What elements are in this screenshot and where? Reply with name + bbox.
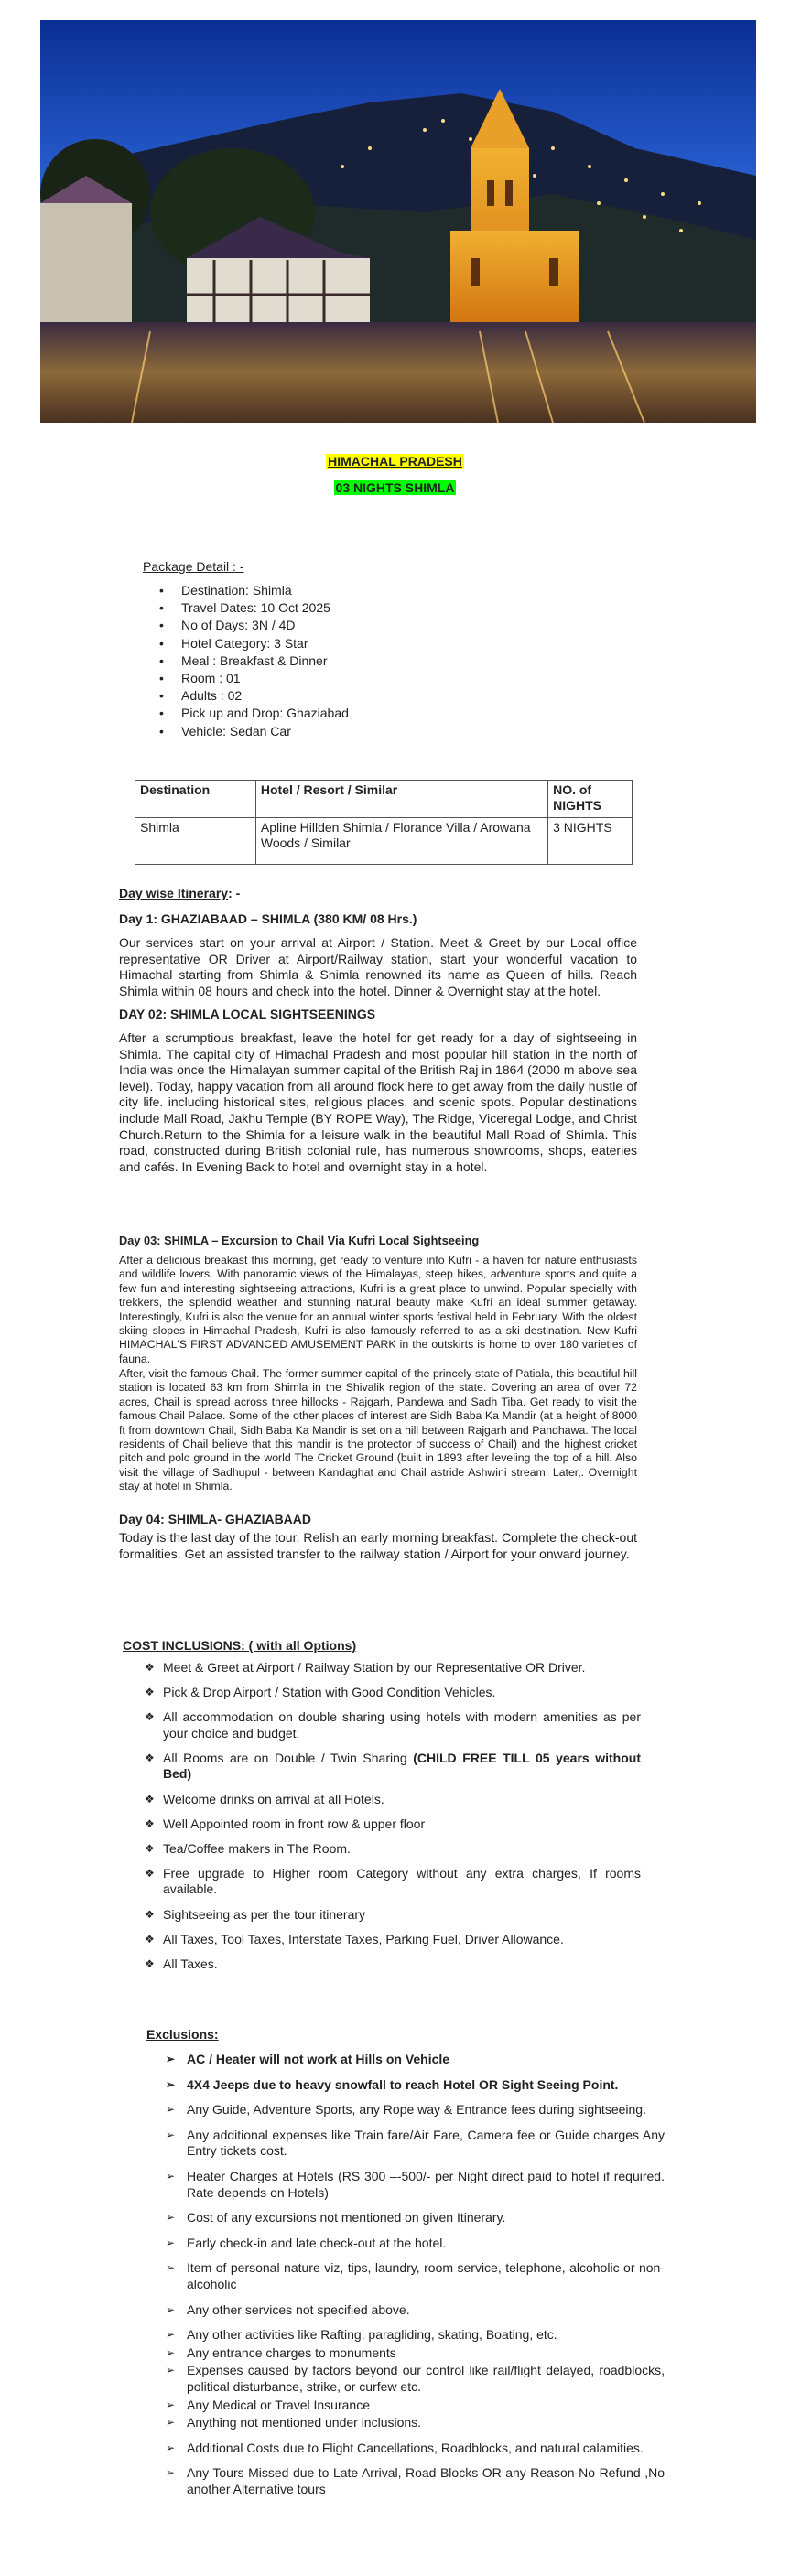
package-detail-list [181,582,349,740]
list-item [163,1907,641,1924]
list-item: • Destination: Shimla [181,582,349,599]
list-item: ➢ AC / Heater will not work at Hills on Vehicle [187,2052,665,2068]
list-item [163,1866,641,1898]
list-item: ➢ Expenses caused by factors beyond our control like rail/flight delayed, roadblocks, political disturbance, strike, or curfew etc. [187,2363,665,2395]
day1-title: Day 1: GHAZIABAAD – SHIMLA (380 KM/ 08 Hrs.) [119,911,417,926]
exclusions-list [187,2052,665,2497]
inclusion-text: All Taxes, Tool Taxes, Interstate Taxes, Parking Fuel, Driver Allowance. [163,1931,564,1946]
list-item: • Hotel Category: 3 Star [181,635,349,652]
inclusion-bold-note: (CHILD FREE TILL 05 years without Bed) [163,1750,641,1782]
hotel-table-header-row [135,781,633,818]
list-item [163,1932,641,1948]
list-item: ➢ Cost of any excursions not mentioned on given Itinerary. [187,2210,665,2226]
table-cell-nights: 3 NIGHTS [548,818,633,865]
inclusion-text: Welcome drinks on arrival at all Hotels. [163,1791,384,1806]
table-row [135,818,633,865]
inclusion-text: Well Appointed room in front row & upper floor [163,1816,426,1831]
exclusions-heading: Exclusions: [146,2027,219,2042]
day4-title: Day 04: SHIMLA- GHAZIABAAD [119,1512,312,1526]
day2-title: DAY 02: SHIMLA LOCAL SIGHTSEENINGS [119,1007,376,1021]
list-item: ➢ Any entrance charges to monuments [187,2345,665,2362]
list-item: ➢ Any Tours Missed due to Late Arrival, Road Blocks OR any Reason-No Refund ,No another Alternative tours [187,2465,665,2497]
itinerary-heading-suffix: : - [228,886,241,900]
list-item: • Room : 01 [181,670,349,687]
inclusion-text: All accommodation on double sharing using hotels with modern amenities as per your choice and budget. [163,1709,641,1741]
table-header-destination: Destination [135,781,256,818]
day1-text: Our services start on your arrival at Airport / Station. Meet & Greet by our Local office representative OR Driver at Airport/Railway station, start your wonderful vacation to Himachal starting from Shimla & Shimla renowned its name as Queen of hills. Reach Shimla within 08 hours and check into the hotel. Dinner & Overnight stay at the hotel. [119,935,637,998]
list-item [163,1841,641,1858]
inclusions-heading: COST INCLUSIONS: ( with all Options) [123,1638,357,1653]
list-item: ➢ Heater Charges at Hotels (RS 300 –-500/- per Night direct paid to hotel if required. Rate depends on Hotels) [187,2169,665,2201]
list-item: ➢ Any Medical or Travel Insurance [187,2398,665,2414]
list-item: ➢ Any other activities like Rafting, paragliding, skating, Boating, etc. [187,2327,665,2344]
list-item [163,1956,641,1973]
list-item: • Pick up and Drop: Ghaziabad [181,705,349,722]
list-item: • Travel Dates: 10 Oct 2025 [181,599,349,617]
list-item: ➢ 4X4 Jeeps due to heavy snowfall to reach Hotel OR Sight Seeing Point. [187,2077,665,2094]
table-header-nights: NO. of NIGHTS [548,781,633,818]
inclusion-text: Sightseeing as per the tour itinerary [163,1906,366,1922]
inclusions-list [163,1660,641,1981]
hotel-table [135,780,633,865]
list-item: • No of Days: 3N / 4D [181,617,349,634]
day4-text: Today is the last day of the tour. Relish an early morning breakfast. Complete the check-out formalities. Get an assisted transfer to the railway station / Airport for your onward journey. [119,1530,637,1561]
list-item: ➢ Additional Costs due to Flight Cancellations, Roadblocks, and natural calamities. [187,2441,665,2457]
list-item: ➢ Early check-in and late check-out at the hotel. [187,2236,665,2252]
day2-text: After a scrumptious breakfast, leave the hotel for get ready for a day of sightseeing in Shimla. The capital city of Himachal Pradesh and most popular hill station in the north of India was once the Himalayan summer capital of the British Raj in 1864 (2000 m above sea level). Today, happy vacation from all around flock here to get away from the daily hustle of city life. including historical sites, religious places, and scenic spots. Popular destinations include Mall Road, Jakhu Temple (BY ROPE Way), The Ridge, Viceregal Lodge, and Christ Church.Return to the Shimla for a leisure walk in the beautiful Mall Road of Shimla. This road, constructed during British colonial rule, has numerous showrooms, shops, eateries and cafés. In Evening Back to hotel and overnight stay in a hotel. [119,1030,637,1174]
list-item: • Adults : 02 [181,687,349,705]
inclusion-text: Meet & Greet at Airport / Railway Station by our Representative OR Driver. [163,1660,586,1675]
itinerary-heading-text: Day wise Itinerary [119,886,229,900]
state-title [0,454,790,469]
inclusion-text: All Taxes. [163,1956,218,1971]
list-item [163,1709,641,1741]
list-item [163,1816,641,1833]
list-item: ➢ Item of personal nature viz, tips, laundry, room service, telephone, alcoholic or non-alcoholic [187,2260,665,2292]
list-item: ➢ Any additional expenses like Train fare/Air Fare, Camera fee or Guide charges Any Entry tickets cost. [187,2128,665,2160]
list-item [163,1685,641,1701]
table-header-hotel: Hotel / Resort / Similar [255,781,547,818]
nights-title [0,480,790,495]
table-cell-hotel: Apline Hillden Shimla / Florance Villa / Arowana Woods / Similar [255,818,547,865]
day3-text-2: After, visit the famous Chail. The former summer capital of the princely state of Patiala, this beautiful hill station is located 63 km from Shimla in the Shivalik region of the state. Covering an area of over 72 acres, Chail is spread across three hillocks - Rajgarh, Pandewa and Sadh Tiba. Get ready to visit the famous Chail Palace. Some of the other places of interest are Sidh Baba Ka Mandir (at a height of 8000 ft from downtown Chail, Sidh Baba Ka Mandir is set on a hill between Rajgarh and Pandhawa. The local residents of Chail believe that this mandir is the protector of success of Chail) and the highest cricket pitch and polo ground in the world The Cricket Ground (built in 1893 after leveling the top of a hill. Also visit the village of Sadhupul - between Kandaghat and Chail astride Ashwini stream. Later,. Overnight stay at hotel in Shimla. [119,1367,637,1493]
list-item [163,1792,641,1808]
inclusion-text: Free upgrade to Higher room Category without any extra charges, If rooms available. [163,1865,641,1897]
list-item: • Vehicle: Sedan Car [181,723,349,740]
list-item: ➢ Any Guide, Adventure Sports, any Rope way & Entrance fees during sightseeing. [187,2102,665,2118]
hero-image-shimla-christ-church [40,20,756,423]
inclusion-text: Pick & Drop Airport / Station with Good Condition Vehicles. [163,1685,496,1700]
state-title-text: HIMACHAL PRADESH [328,454,462,469]
list-item: ➢ Any other services not specified above. [187,2302,665,2319]
package-detail-heading: Package Detail : - [143,559,244,574]
day3-text-1: After a delicious breakast this morning, get ready to venture into Kufri - a haven for nature enthusiasts and wildlife lovers. With panoramic views of the Himalayas, steep hikes, adventure sports and quite a few fun and interesting sightseeing attractions, Kufri is a great place to unwind. Popular specially with trekkers, the splendid weather and stunning natural beauty make Kufri an ideal summer getaway. Interestingly, Kufri is also the venue for an annual winter sports festival held in February. With the oldest skiing slopes in Himachal Pradesh, Kufri is also famously referred to as a ski destination. New Kufri HIMACHAL'S FIRST ADVANCED AMUSEMENT PARK in the outskirts is home to over 180 varieties of fauna. [119,1254,637,1365]
list-item: ➢ Anything not mentioned under inclusions. [187,2415,665,2431]
list-item [163,1660,641,1676]
table-cell-destination: Shimla [135,818,256,865]
nights-title-text: 03 NIGHTS SHIMLA [335,480,455,495]
list-item: • Meal : Breakfast & Dinner [181,652,349,670]
itinerary-heading [119,886,637,902]
day3-title: Day 03: SHIMLA – Excursion to Chail Via Kufri Local Sightseeing [119,1234,480,1247]
list-item [163,1751,641,1783]
inclusion-text: All Rooms are on Double / Twin Sharing [163,1750,414,1765]
inclusion-text: Tea/Coffee makers in The Room. [163,1840,351,1856]
